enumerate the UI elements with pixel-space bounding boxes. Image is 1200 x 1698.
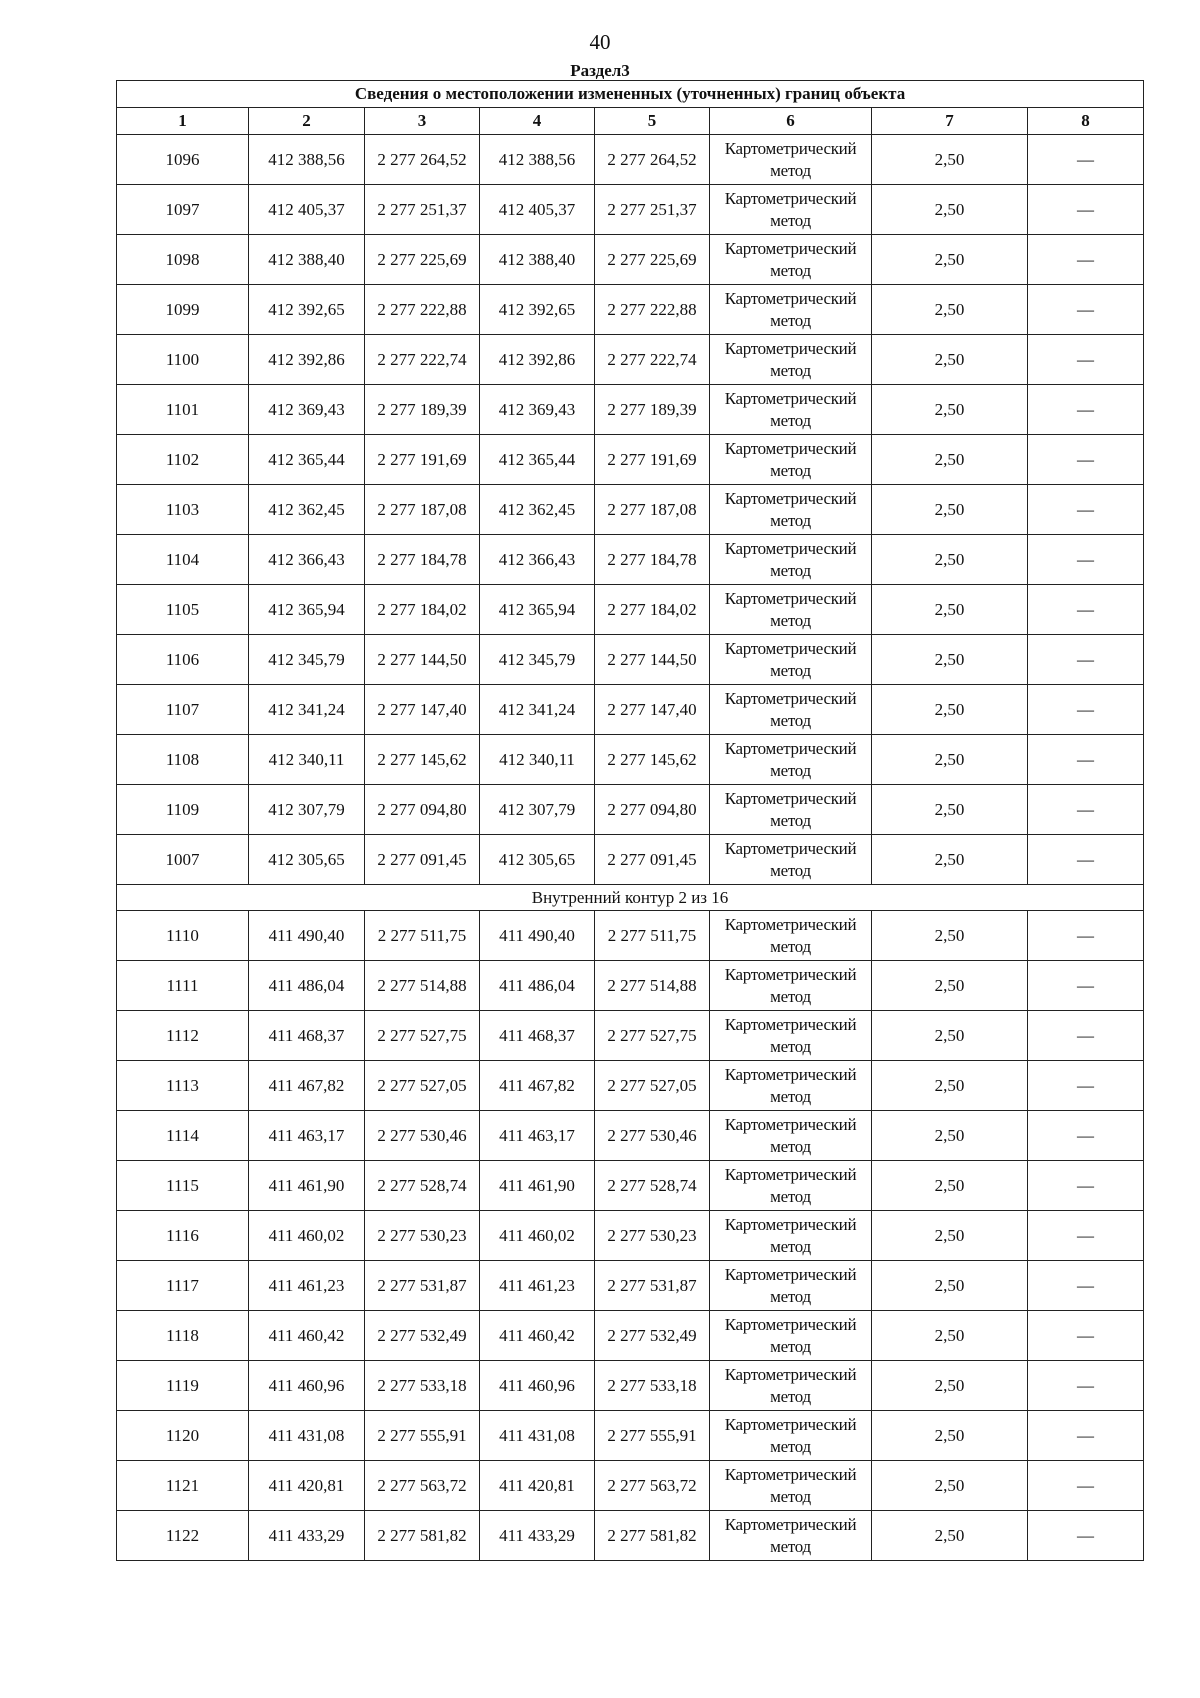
determination-method: Картометрический метод [710,1361,872,1411]
x-coordinate-existing: 412 369,43 [249,385,365,435]
table-row [117,911,1144,961]
y-coordinate-existing: 2 277 555,91 [365,1411,480,1461]
precision-value: 2,50 [872,1511,1028,1561]
point-number: 1114 [117,1111,249,1161]
point-number: 1101 [117,385,249,435]
table-row [117,1111,1144,1161]
empty-dash: — [1028,485,1144,535]
x-coordinate-existing: 411 433,29 [249,1511,365,1561]
x-coordinate-refined: 412 369,43 [480,385,595,435]
y-coordinate-refined: 2 277 581,82 [595,1511,710,1561]
table-row [117,285,1144,335]
point-number: 1105 [117,585,249,635]
point-number: 1107 [117,685,249,735]
empty-dash: — [1028,185,1144,235]
y-coordinate-refined: 2 277 191,69 [595,435,710,485]
empty-dash: — [1028,135,1144,185]
y-coordinate-refined: 2 277 528,74 [595,1161,710,1211]
y-coordinate-refined: 2 277 530,23 [595,1211,710,1261]
y-coordinate-refined: 2 277 222,74 [595,335,710,385]
table-row [117,735,1144,785]
column-header: 2 [249,108,365,135]
precision-value: 2,50 [872,485,1028,535]
x-coordinate-refined: 412 365,94 [480,585,595,635]
determination-method: Картометрический метод [710,1461,872,1511]
x-coordinate-refined: 411 420,81 [480,1461,595,1511]
column-header: 4 [480,108,595,135]
x-coordinate-refined: 412 341,24 [480,685,595,735]
boundary-coordinates-table [116,80,1144,1561]
precision-value: 2,50 [872,1161,1028,1211]
point-number: 1121 [117,1461,249,1511]
y-coordinate-refined: 2 277 144,50 [595,635,710,685]
y-coordinate-existing: 2 277 147,40 [365,685,480,735]
empty-dash: — [1028,1211,1144,1261]
y-coordinate-refined: 2 277 184,78 [595,535,710,585]
x-coordinate-existing: 411 467,82 [249,1061,365,1111]
y-coordinate-existing: 2 277 144,50 [365,635,480,685]
point-number: 1100 [117,335,249,385]
x-coordinate-existing: 411 431,08 [249,1411,365,1461]
y-coordinate-refined: 2 277 147,40 [595,685,710,735]
determination-method: Картометрический метод [710,1311,872,1361]
point-number: 1118 [117,1311,249,1361]
x-coordinate-refined: 412 392,65 [480,285,595,335]
point-number: 1099 [117,285,249,335]
x-coordinate-refined: 411 467,82 [480,1061,595,1111]
point-number: 1116 [117,1211,249,1261]
y-coordinate-refined: 2 277 251,37 [595,185,710,235]
point-number: 1119 [117,1361,249,1411]
point-number: 1108 [117,735,249,785]
y-coordinate-existing: 2 277 563,72 [365,1461,480,1511]
y-coordinate-existing: 2 277 528,74 [365,1161,480,1211]
precision-value: 2,50 [872,1061,1028,1111]
precision-value: 2,50 [872,285,1028,335]
precision-value: 2,50 [872,1361,1028,1411]
table-row [117,1011,1144,1061]
precision-value: 2,50 [872,1211,1028,1261]
determination-method: Картометрический метод [710,911,872,961]
point-number: 1104 [117,535,249,585]
determination-method: Картометрический метод [710,385,872,435]
y-coordinate-existing: 2 277 530,46 [365,1111,480,1161]
point-number: 1120 [117,1411,249,1461]
x-coordinate-refined: 412 305,65 [480,835,595,885]
determination-method: Картометрический метод [710,685,872,735]
precision-value: 2,50 [872,1461,1028,1511]
table-body [117,135,1144,1561]
table-row [117,1261,1144,1311]
y-coordinate-refined: 2 277 530,46 [595,1111,710,1161]
column-header: 7 [872,108,1028,135]
x-coordinate-existing: 412 392,65 [249,285,365,335]
x-coordinate-existing: 411 420,81 [249,1461,365,1511]
y-coordinate-existing: 2 277 145,62 [365,735,480,785]
y-coordinate-existing: 2 277 184,78 [365,535,480,585]
determination-method: Картометрический метод [710,835,872,885]
determination-method: Картометрический метод [710,635,872,685]
table-row [117,835,1144,885]
empty-dash: — [1028,635,1144,685]
y-coordinate-refined: 2 277 225,69 [595,235,710,285]
table-row [117,1061,1144,1111]
empty-dash: — [1028,911,1144,961]
x-coordinate-existing: 411 490,40 [249,911,365,961]
precision-value: 2,50 [872,335,1028,385]
x-coordinate-refined: 411 460,96 [480,1361,595,1411]
determination-method: Картометрический метод [710,735,872,785]
x-coordinate-existing: 412 405,37 [249,185,365,235]
x-coordinate-existing: 412 345,79 [249,635,365,685]
determination-method: Картометрический метод [710,335,872,385]
empty-dash: — [1028,1411,1144,1461]
point-number: 1113 [117,1061,249,1111]
point-number: 1103 [117,485,249,535]
point-number: 1112 [117,1011,249,1061]
empty-dash: — [1028,435,1144,485]
x-coordinate-existing: 411 463,17 [249,1111,365,1161]
y-coordinate-refined: 2 277 563,72 [595,1461,710,1511]
table-row [117,785,1144,835]
y-coordinate-existing: 2 277 094,80 [365,785,480,835]
empty-dash: — [1028,835,1144,885]
empty-dash: — [1028,1511,1144,1561]
determination-method: Картометрический метод [710,435,872,485]
y-coordinate-existing: 2 277 511,75 [365,911,480,961]
table-row [117,1311,1144,1361]
x-coordinate-refined: 411 460,02 [480,1211,595,1261]
x-coordinate-refined: 411 460,42 [480,1311,595,1361]
precision-value: 2,50 [872,735,1028,785]
table-row [117,335,1144,385]
x-coordinate-refined: 412 307,79 [480,785,595,835]
empty-dash: — [1028,785,1144,835]
y-coordinate-existing: 2 277 530,23 [365,1211,480,1261]
determination-method: Картометрический метод [710,1061,872,1111]
table-row [117,961,1144,1011]
x-coordinate-refined: 411 461,23 [480,1261,595,1311]
point-number: 1097 [117,185,249,235]
precision-value: 2,50 [872,685,1028,735]
precision-value: 2,50 [872,1111,1028,1161]
empty-dash: — [1028,385,1144,435]
x-coordinate-existing: 411 460,42 [249,1311,365,1361]
point-number: 1110 [117,911,249,961]
x-coordinate-existing: 411 460,02 [249,1211,365,1261]
empty-dash: — [1028,585,1144,635]
x-coordinate-refined: 412 366,43 [480,535,595,585]
x-coordinate-existing: 412 340,11 [249,735,365,785]
point-number: 1007 [117,835,249,885]
y-coordinate-refined: 2 277 533,18 [595,1361,710,1411]
x-coordinate-refined: 411 463,17 [480,1111,595,1161]
determination-method: Картометрический метод [710,535,872,585]
x-coordinate-existing: 412 307,79 [249,785,365,835]
contour-row [117,885,1144,911]
column-header: 8 [1028,108,1144,135]
x-coordinate-refined: 412 392,86 [480,335,595,385]
y-coordinate-existing: 2 277 189,39 [365,385,480,435]
y-coordinate-refined: 2 277 145,62 [595,735,710,785]
precision-value: 2,50 [872,961,1028,1011]
x-coordinate-existing: 411 486,04 [249,961,365,1011]
table-row [117,1411,1144,1461]
precision-value: 2,50 [872,185,1028,235]
determination-method: Картометрический метод [710,185,872,235]
x-coordinate-refined: 412 345,79 [480,635,595,685]
x-coordinate-refined: 411 490,40 [480,911,595,961]
precision-value: 2,50 [872,911,1028,961]
empty-dash: — [1028,335,1144,385]
empty-dash: — [1028,961,1144,1011]
y-coordinate-refined: 2 277 187,08 [595,485,710,535]
y-coordinate-existing: 2 277 222,88 [365,285,480,335]
determination-method: Картометрический метод [710,1011,872,1061]
y-coordinate-refined: 2 277 531,87 [595,1261,710,1311]
x-coordinate-existing: 412 366,43 [249,535,365,585]
column-header: 3 [365,108,480,135]
table-row [117,435,1144,485]
x-coordinate-existing: 412 341,24 [249,685,365,735]
precision-value: 2,50 [872,535,1028,585]
y-coordinate-refined: 2 277 222,88 [595,285,710,335]
table-row [117,1211,1144,1261]
y-coordinate-refined: 2 277 264,52 [595,135,710,185]
determination-method: Картометрический метод [710,1111,872,1161]
y-coordinate-existing: 2 277 514,88 [365,961,480,1011]
determination-method: Картометрический метод [710,961,872,1011]
x-coordinate-existing: 412 365,44 [249,435,365,485]
table-caption: Сведения о местоположении измененных (уточненных) границ объекта [117,81,1144,108]
y-coordinate-existing: 2 277 187,08 [365,485,480,535]
y-coordinate-existing: 2 277 531,87 [365,1261,480,1311]
table-row [117,135,1144,185]
y-coordinate-existing: 2 277 532,49 [365,1311,480,1361]
determination-method: Картометрический метод [710,485,872,535]
table-row [117,1361,1144,1411]
empty-dash: — [1028,235,1144,285]
y-coordinate-refined: 2 277 189,39 [595,385,710,435]
determination-method: Картометрический метод [710,1261,872,1311]
x-coordinate-refined: 412 362,45 [480,485,595,535]
empty-dash: — [1028,735,1144,785]
table-row [117,1511,1144,1561]
precision-value: 2,50 [872,785,1028,835]
precision-value: 2,50 [872,385,1028,435]
empty-dash: — [1028,1461,1144,1511]
empty-dash: — [1028,285,1144,335]
column-header: 5 [595,108,710,135]
precision-value: 2,50 [872,1261,1028,1311]
point-number: 1122 [117,1511,249,1561]
precision-value: 2,50 [872,1311,1028,1361]
x-coordinate-refined: 412 405,37 [480,185,595,235]
contour-label: Внутренний контур 2 из 16 [117,885,1144,911]
y-coordinate-existing: 2 277 225,69 [365,235,480,285]
empty-dash: — [1028,685,1144,735]
column-header: 6 [710,108,872,135]
point-number: 1098 [117,235,249,285]
empty-dash: — [1028,1011,1144,1061]
determination-method: Картометрический метод [710,135,872,185]
empty-dash: — [1028,1161,1144,1211]
y-coordinate-existing: 2 277 527,05 [365,1061,480,1111]
table-row [117,685,1144,735]
x-coordinate-refined: 411 468,37 [480,1011,595,1061]
x-coordinate-existing: 411 461,23 [249,1261,365,1311]
empty-dash: — [1028,1111,1144,1161]
table-row [117,1161,1144,1211]
table-row [117,585,1144,635]
precision-value: 2,50 [872,1411,1028,1461]
x-coordinate-existing: 411 468,37 [249,1011,365,1061]
empty-dash: — [1028,1361,1144,1411]
x-coordinate-existing: 412 305,65 [249,835,365,885]
y-coordinate-existing: 2 277 091,45 [365,835,480,885]
x-coordinate-existing: 411 460,96 [249,1361,365,1411]
x-coordinate-existing: 412 388,40 [249,235,365,285]
empty-dash: — [1028,1061,1144,1111]
x-coordinate-refined: 411 461,90 [480,1161,595,1211]
y-coordinate-refined: 2 277 527,75 [595,1011,710,1061]
determination-method: Картометрический метод [710,1211,872,1261]
precision-value: 2,50 [872,1011,1028,1061]
x-coordinate-refined: 412 365,44 [480,435,595,485]
table-row [117,235,1144,285]
y-coordinate-existing: 2 277 527,75 [365,1011,480,1061]
y-coordinate-refined: 2 277 527,05 [595,1061,710,1111]
table-row [117,485,1144,535]
y-coordinate-refined: 2 277 094,80 [595,785,710,835]
table-row [117,185,1144,235]
x-coordinate-existing: 412 392,86 [249,335,365,385]
precision-value: 2,50 [872,835,1028,885]
point-number: 1117 [117,1261,249,1311]
page-number: 40 [589,30,611,54]
y-coordinate-refined: 2 277 514,88 [595,961,710,1011]
empty-dash: — [1028,535,1144,585]
table-caption-row [117,81,1144,108]
precision-value: 2,50 [872,635,1028,685]
precision-value: 2,50 [872,135,1028,185]
point-number: 1111 [117,961,249,1011]
y-coordinate-existing: 2 277 533,18 [365,1361,480,1411]
y-coordinate-existing: 2 277 184,02 [365,585,480,635]
y-coordinate-existing: 2 277 251,37 [365,185,480,235]
y-coordinate-refined: 2 277 511,75 [595,911,710,961]
determination-method: Картометрический метод [710,285,872,335]
x-coordinate-refined: 411 431,08 [480,1411,595,1461]
precision-value: 2,50 [872,585,1028,635]
y-coordinate-refined: 2 277 091,45 [595,835,710,885]
determination-method: Картометрический метод [710,785,872,835]
table-row [117,535,1144,585]
x-coordinate-refined: 411 486,04 [480,961,595,1011]
y-coordinate-refined: 2 277 555,91 [595,1411,710,1461]
table-row [117,385,1144,435]
y-coordinate-refined: 2 277 184,02 [595,585,710,635]
point-number: 1102 [117,435,249,485]
y-coordinate-refined: 2 277 532,49 [595,1311,710,1361]
point-number: 1109 [117,785,249,835]
y-coordinate-existing: 2 277 191,69 [365,435,480,485]
x-coordinate-existing: 412 365,94 [249,585,365,635]
x-coordinate-refined: 412 388,40 [480,235,595,285]
y-coordinate-existing: 2 277 222,74 [365,335,480,385]
point-number: 1096 [117,135,249,185]
y-coordinate-existing: 2 277 264,52 [365,135,480,185]
column-header-row [117,108,1144,135]
precision-value: 2,50 [872,235,1028,285]
x-coordinate-refined: 412 388,56 [480,135,595,185]
determination-method: Картометрический метод [710,1511,872,1561]
point-number: 1106 [117,635,249,685]
x-coordinate-existing: 412 388,56 [249,135,365,185]
empty-dash: — [1028,1311,1144,1361]
table-row [117,635,1144,685]
point-number: 1115 [117,1161,249,1211]
precision-value: 2,50 [872,435,1028,485]
determination-method: Картометрический метод [710,235,872,285]
section-title: Раздел3 [570,61,630,80]
x-coordinate-refined: 411 433,29 [480,1511,595,1561]
x-coordinate-existing: 412 362,45 [249,485,365,535]
x-coordinate-existing: 411 461,90 [249,1161,365,1211]
y-coordinate-existing: 2 277 581,82 [365,1511,480,1561]
determination-method: Картометрический метод [710,585,872,635]
empty-dash: — [1028,1261,1144,1311]
determination-method: Картометрический метод [710,1411,872,1461]
determination-method: Картометрический метод [710,1161,872,1211]
x-coordinate-refined: 412 340,11 [480,735,595,785]
table-row [117,1461,1144,1511]
column-header: 1 [117,108,249,135]
